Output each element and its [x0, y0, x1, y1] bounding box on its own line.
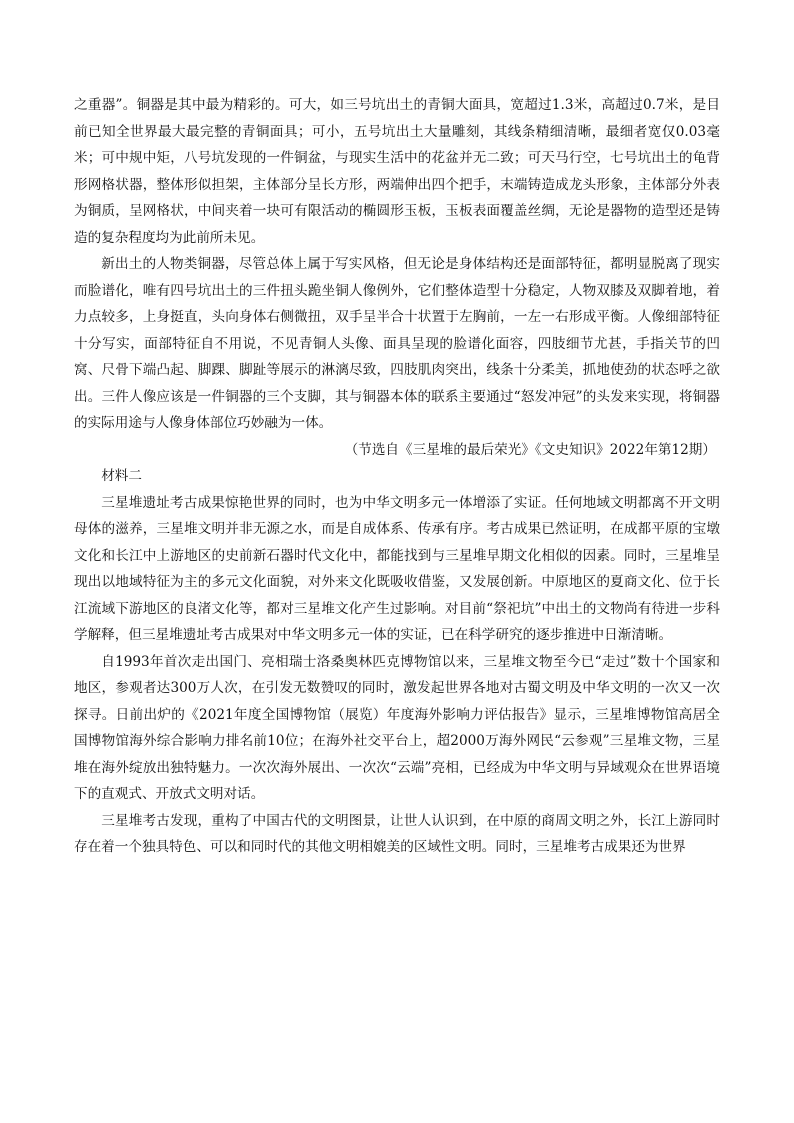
material2-label: 材料二: [101, 468, 142, 484]
material2-paragraph-3: 三星堆考古发现，重构了中国古代的文明图景，让世人认识到，在中原的商周文明之外，长江上游同时存在着一个独具特色、可以和同时代的其他文明相媲美的区域性文明。同时，三星堆考古成果还为世界: [74, 812, 720, 855]
document-page: [74, 92, 720, 861]
material2-paragraph-2: 自1993年首次走出国门、亮相瑞士洛桑奥林匹克博物馆以来，三星堆文物至今已“走过”数十个国家和地区，参观者达300万人次，在引发无数赞叹的同时，激发起世界各地对古蜀文明及中华文明的一次又一次探寻。日前出炉的《2021年度全国博物馆（展览）年度海外影响力评估报告》显示，三星堆博物馆高居全国博物馆海外综合影响力排名前10位；在海外社交平台上，超2000万海外网民“云参观”三星堆文物，三星堆在海外绽放出独特魅力。一次次海外展出、一次次“云端”亮相，已经成为中华文明与异域观众在世界语境下的直观式、开放式文明对话。: [74, 653, 720, 802]
material2-paragraph-1: 三星堆遗址考古成果惊艳世界的同时，也为中华文明多元一体增添了实证。任何地域文明都离不开文明母体的滋养，三星堆文明并非无源之水，而是自成体系、传承有序。考古成果已然证明，在成都平原的宝墩文化和长江中上游地区的史前新石器时代文化中，都能找到与三星堆早期文化相似的因素。同时，三星堆呈现出以地域特征为主的多元文化面貌，对外来文化既吸收借鉴，又发展创新。中原地区的夏商文化、位于长江流域下游地区的良渚文化等，都对三星堆文化产生过影响。对目前“祭祀坑”中出土的文物尚有待进一步科学解释，但三星堆遗址考古成果对中华文明多元一体的实证，已在科学研究的逐步推进中日渐清晰。: [74, 494, 720, 643]
material1-paragraph-2: 新出土的人物类铜器，尽管总体上属于写实风格，但无论是身体结构还是面部特征，都明显脱离了现实而脸谱化，唯有四号坑出土的三件扭头跪坐铜人像例外，它们整体造型十分稳定，人物双膝及双脚着地，着力点较多，上身挺直，头向身体右侧微扭，双手呈半合十状置于左胸前，一左一右形成平衡。人像细部特征十分写实，面部特征自不用说，不见青铜人头像、面具呈现的脸谱化面容，四肢细节尤甚，手指关节的凹窝、尺骨下端凸起、脚踝、脚趾等展示的淋漓尽致，四肢肌肉突出，线条十分柔美，抓地使劲的状态呼之欲出。三件人像应该是一件铜器的三个支脚，其与铜器本体的联系主要通过“怒发冲冠”的头发来实现，将铜器的实际用途与人像身体部位巧妙融为一体。: [74, 256, 720, 431]
material1-source-citation: （节选自《三星堆的最后荣光》《文史知识》2022年第12期）: [344, 441, 716, 458]
material1-paragraph-1: 之重器”。铜器是其中最为精彩的。可大，如三号坑出土的青铜大面具，宽超过1.3米，高超过0.7米，是目前已知全世界最大最完整的青铜面具；可小，五号坑出土大量雕刻，其线条精细清晰，最细者宽仅0.03毫米；可中规中矩，八号坑发现的一件铜盆，与现实生活中的花盆并无二致；可天马行空，七号坑出土的龟背形网格状器，整体形似担架，主体部分呈长方形，两端伸出四个把手，末端铸造成龙头形象，主体部分外表为铜质，呈网格状，中间夹着一块可有限活动的椭圆形玉板，玉板表面覆盖丝绸，无论是器物的造型还是铸造的复杂程度均为此前所未见。: [74, 97, 720, 246]
